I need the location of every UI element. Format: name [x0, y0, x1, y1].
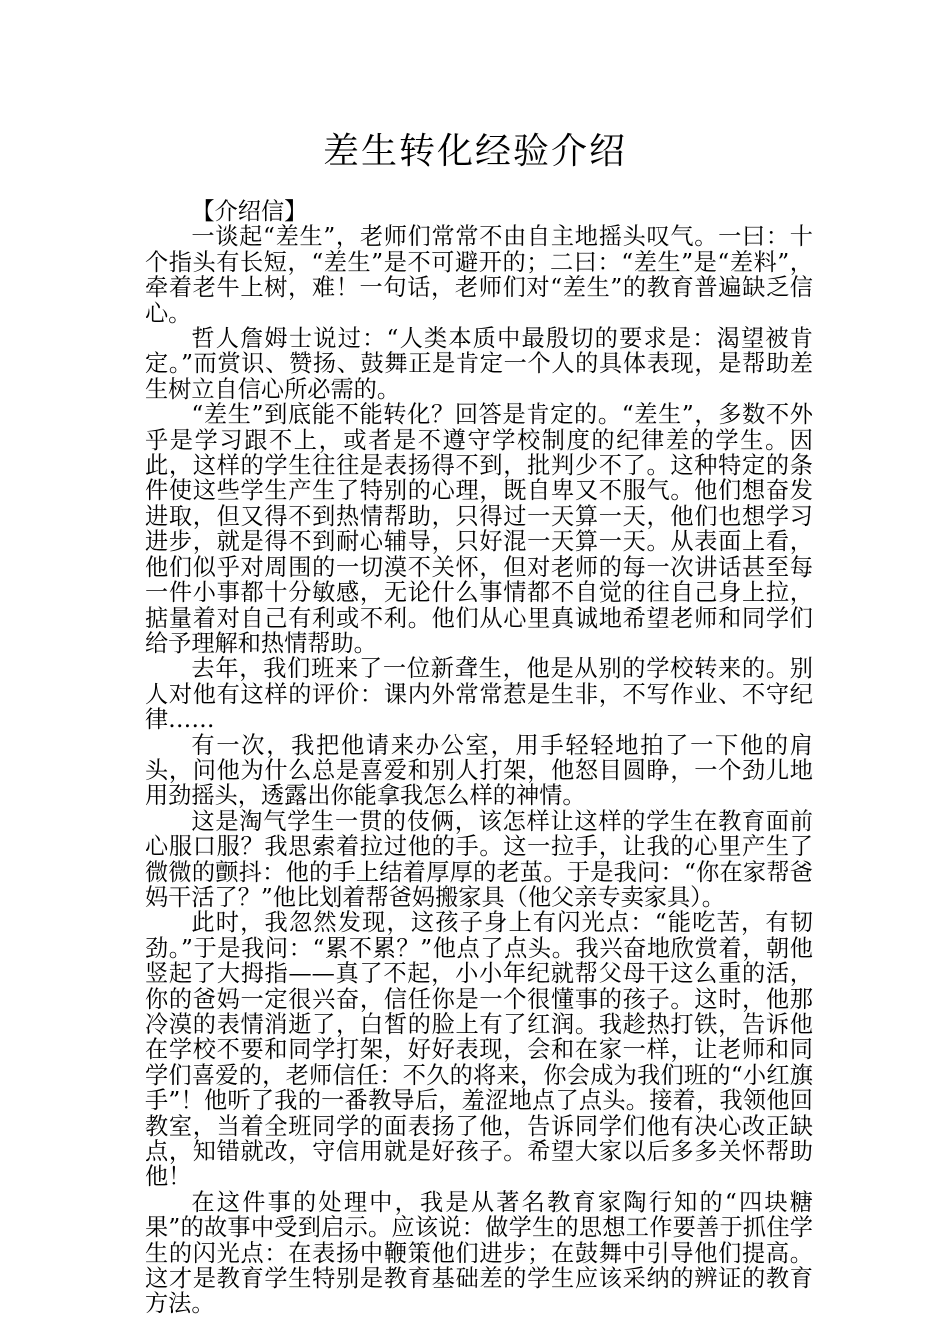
body-paragraph: 哲人詹姆士说过：“人类本质中最殷切的要求是：渴望被肯定。”而赏识、赞扬、鼓舞正是肯定一个人的具体表现，是帮助差生树立自信心所必需的。: [145, 325, 813, 403]
section-heading: 【介绍信】: [191, 198, 308, 225]
body-paragraph: 此时，我忽然发现，这孩子身上有闪光点：“能吃苦，有韧劲。”于是我问：“累不累？”他点了点头。我兴奋地欣赏着，朝他竖起了大拇指——真了不起，小小年纪就帮父母干这么重的活，你的爸妈一定很兴奋，信任你是一个很懂事的孩子。这时，他那冷漠的表情消逝了，白皙的脸上有了红润。我趁热打铁，告诉他在学校不要和同学打架，好好表现，会和在家一样，让老师和同学们喜爱的，老师信任：不久的将来，你会成为我们班的“小红旗手”！他听了我的一番教导后，羞涩地点了点头。接着，我领他回教室，当着全班同学的面表扬了他，告诉同学们他有决心改正缺点，知错就改，守信用就是好孩子。希望大家以后多多关怀帮助他！: [145, 909, 813, 1191]
body-paragraph: 一谈起“差生”，老师们常常不由自主地摇头叹气。一曰：十个指头有长短，“差生”是不可避开的；二曰：“差生”是“差料”，牵着老牛上树，难！一句话，老师们对“差生”的教育普遍缺乏信心。: [145, 223, 813, 327]
body-paragraph: 去年，我们班来了一位新聋生，他是从别的学校转来的。别人对他有这样的评价：课内外常常惹是生非，不写作业、不守纪律……: [145, 655, 813, 734]
document-body: [145, 199, 813, 1317]
body-paragraph: 有一次，我把他请来办公室，用手轻轻地拍了一下他的肩头，问他为什么总是喜爱和别人打架，他怒目圆睁，一个劲儿地用劲摇头，透露出你能拿我怎么样的神情。: [145, 731, 813, 810]
body-paragraph: 这是淘气学生一贯的伎俩，该怎样让这样的学生在教育面前心服口服？我思索着拉过他的手。这一拉手，让我的心里产生了微微的颤抖：他的手上结着厚厚的老茧。于是我问：“你在家帮爸妈干活了？”他比划着帮爸妈搬家具（他父亲专卖家具）。: [145, 807, 813, 911]
body-paragraph: 在这件事的处理中，我是从著名教育家陶行知的“四块糖果”的故事中受到启示。应该说：做学生的思想工作要善于抓住学生的闪光点：在表扬中鞭策他们进步；在鼓舞中引导他们提高。这才是教育学生特别是教育基础差的学生应该采纳的辨证的教育方法。: [145, 1188, 813, 1318]
body-paragraph: “差生”到底能不能转化？回答是肯定的。“差生”，多数不外乎是学习跟不上，或者是不遵守学校制度的纪律差的学生。因此，这样的学生往往是表扬得不到，批判少不了。这种特定的条件使这些学生产生了特别的心理，既自卑又不服气。他们想奋发进取，但又得不到热情帮助，只得过一天算一天，他们也想学习进步，就是得不到耐心辅导，只好混一天算一天。从表面上看，他们似乎对周围的一切漠不关怀，但对老师的每一次讲话甚至每一件小事都十分敏感，无论什么事情都不自觉的往自己身上拉，掂量着对自己有利或不利。他们从心里真诚地希望老师和同学们给予理解和热情帮助。: [145, 401, 813, 657]
document-title: 差生转化经验介绍: [322, 131, 627, 172]
